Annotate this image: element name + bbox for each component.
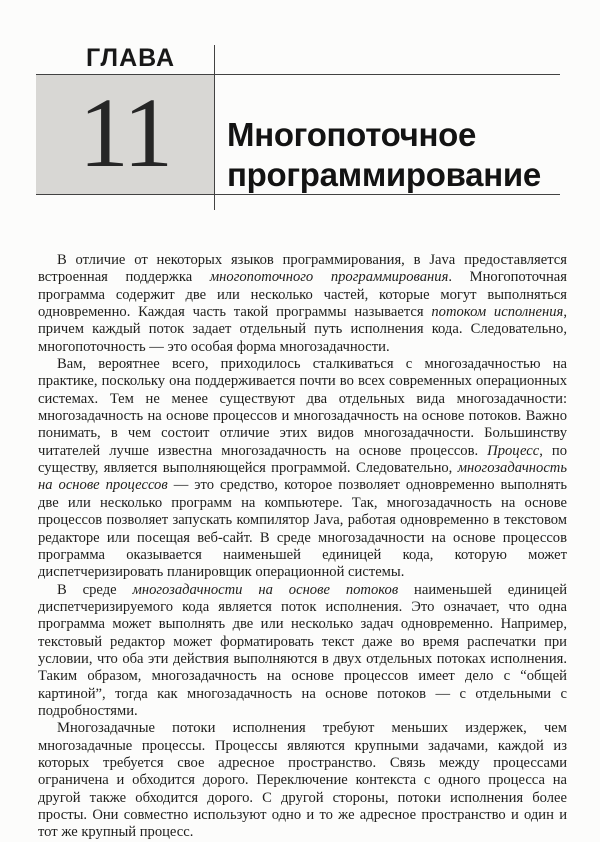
chapter-label: ГЛАВА <box>86 44 176 72</box>
text-run: . Многопоточная программа содержит две или несколько частей, которые могут выполняться одновременно. Каждая часть такой программы называется <box>38 269 567 321</box>
paragraph <box>38 582 567 721</box>
text-run: — это средство, которое позволяет одновременно выполнять две или несколько программ на компьютере. Так, многозадачность на основе процессов позволяет запускать компилятор Java, работая одновременно в текстовом редакторе или посещая веб-сайт. В среде многозадачности на основе процессов программа оказывается наименьшей единицей кода, которую может диспетчеризировать планировщик операционной системы. <box>38 477 567 581</box>
italic-term: Процесс <box>487 442 540 459</box>
paragraph <box>38 720 567 841</box>
italic-term: многозадачности на основе потоков <box>132 581 399 598</box>
chapter-number-box <box>36 75 214 194</box>
text-run: В среде <box>57 581 133 598</box>
chapter-title: Многопоточное программирование <box>227 116 541 194</box>
text-run: , причем каждый поток задает отдельный путь исполнения кода. Следовательно, многопоточность — это особая форма многозадачности. <box>38 304 567 355</box>
text-run: В отличие от некоторых языков программирования, в Java предоставляется встроенная поддержка <box>38 252 567 286</box>
italic-term: многозадачность на основе процессов <box>38 460 567 494</box>
italic-term: потоком исполнения <box>431 304 564 321</box>
paragraph <box>38 356 567 581</box>
chapter-number: 11 <box>78 76 172 188</box>
text-run: Многозадачные потоки исполнения требуют меньших издержек, чем многозадачные процессы. Процессы являются крупными задачами, каждой из которых требуется свое адресное пространство. Связь между процессами ограничена и обходится дорого. Переключение контекста с одного процесса на другой также обходится дорого. С другой стороны, потоки исполнения более просты. Они совместно используют одно и то же адресное пространство и один и тот же крупный процесс. <box>38 720 567 841</box>
text-run: Вам, вероятнее всего, приходилось сталкиваться с многозадачностью на практике, поскольку она поддерживается почти во всех современных операционных системах. Тем не менее существуют два отдельных вида многозадачности: многозадачность на основе процессов и многозадачность на основе потоков. Важно понимать, в чем состоит отличие этих видов многозадачности. Большинству читателей лучше известна многозадачность на основе процессов. <box>38 356 567 459</box>
header-vertical-rule <box>214 45 215 210</box>
text-run: наименьшей единицей диспетчеризируемого кода является поток исполнения. Это означает, что одна программа может выполнять две или несколько задач одновременно. Например, текстовый редактор может форматировать текст даже во время распечатки при условии, что оба эти действия выполняются в двух отдельных потоках исполнения. Таким образом, многозадачность на основе процессов имеет дело с “общей картиной”, тогда как многозадачность на основе потоков — с отдельными с подробностями. <box>38 581 567 719</box>
paragraph <box>38 252 567 356</box>
body-text <box>38 252 567 842</box>
text-run: , по существу, является выполняющейся программой. Следовательно, <box>38 442 567 477</box>
italic-term: многопоточного программирования <box>209 269 449 286</box>
